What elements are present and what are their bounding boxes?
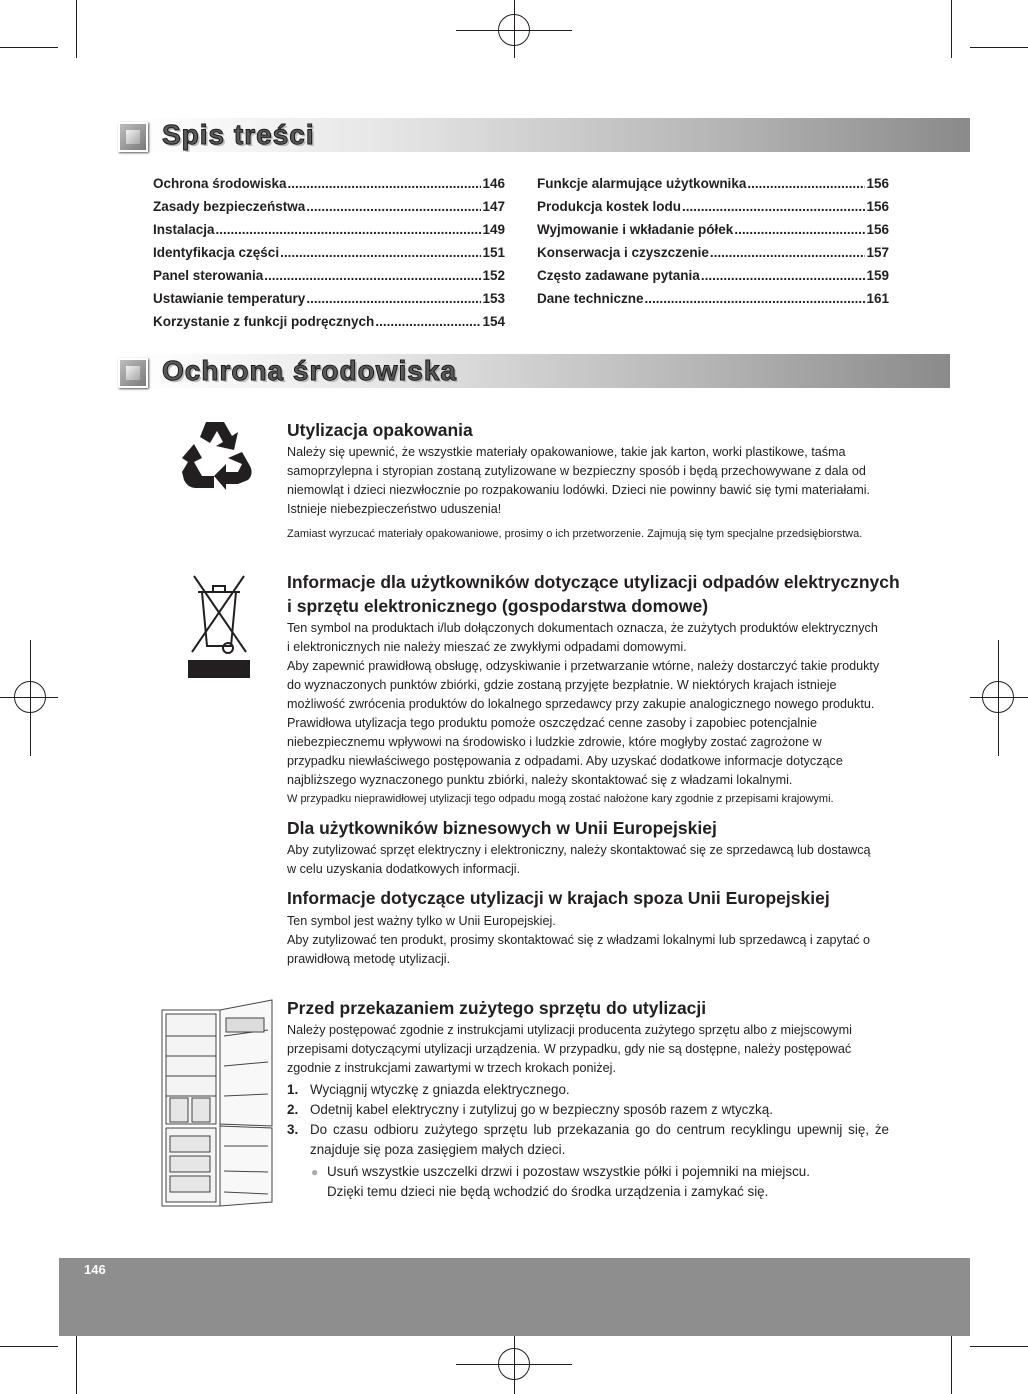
- text-line: i elektronicznych nie należy mieszać ze zwykłymi odpadami domowymi.: [287, 640, 687, 654]
- toc-left-column: [153, 176, 505, 337]
- banner-square-icon: [118, 122, 148, 152]
- list-item: 3. Do czasu odbioru zużytego sprzętu lub przekazania go do centrum recyklingu upewnij się, że znajduje się poza zasięgiem małych dzieci.: [287, 1122, 889, 1157]
- toc-entry[interactable]: Konserwacja i czyszczenie ..... 157: [537, 245, 889, 268]
- text-line: do wyznaczonych punktów zbiórki, gdzie zostaną przyjęte bezpłatnie. W niektórych krajach istnieje: [287, 678, 837, 692]
- text-line: możliwość zwrócenia produktów do lokalnego sprzedawcy przy zakupie analogicznego nowego produktu.: [287, 697, 875, 711]
- toc-entry[interactable]: Instalacja ..... 149: [153, 222, 505, 245]
- fridge-illustration: [160, 996, 278, 1208]
- non-eu-heading: Informacje dotyczące utylizacji w krajach spoza Unii Europejskiej: [287, 888, 830, 908]
- packaging-text: [287, 443, 887, 544]
- text-line: zgodnie z instrukcjami zawartymi w trzech krokach poniżej.: [287, 1061, 616, 1075]
- text-line: Dzięki temu dzieci nie będą wchodzić do środka urządzenia i zamykać się.: [327, 1184, 769, 1199]
- text-line: Usuń wszystkie uszczelki drzwi i pozostaw wszystkie półki i pojemniki na miejscu.: [327, 1164, 810, 1179]
- weee-heading-line1: Informacje dla użytkowników dotyczące utylizacji odpadów elektrycznych: [287, 572, 900, 592]
- before-text: [287, 1021, 887, 1078]
- text-line: samoprzylepna i styropian zostaną zutylizowane w bezpieczny sposób i będą przechowywane z dala od: [287, 464, 866, 478]
- toc-entry[interactable]: Zasady bezpieczeństwa ..... 147: [153, 199, 505, 222]
- env-title: Ochrona środowiska: [162, 355, 457, 386]
- toc-banner: [112, 118, 970, 152]
- before-heading: Przed przekazaniem zużytego sprzętu do utylizacji: [287, 998, 707, 1018]
- text-line: niemowląt i dzieci niezwłocznie po rozpakowaniu lodówki. Dzieci nie powinny bawić się tymi materiałami.: [287, 483, 871, 497]
- text-line: Istnieje niebezpieczeństwo uduszenia!: [287, 502, 502, 516]
- non-eu-text: [287, 912, 887, 969]
- toc-entry[interactable]: Panel sterowania ..... 152: [153, 268, 505, 291]
- packaging-note: Zamiast wyrzucać materiały opakowaniowe, prosimy o ich przetworzenie. Zajmują się tym specjalne przedsiębiorstwa.: [287, 528, 863, 540]
- toc-entry[interactable]: Funkcje alarmujące użytkownika ..... 156: [537, 176, 889, 199]
- page-number: 146: [84, 1262, 106, 1277]
- toc-title: Spis treści: [162, 119, 315, 150]
- toc-entry[interactable]: Korzystanie z funkcji podręcznych ..... 154: [153, 314, 505, 337]
- text-line: Aby zapewnić prawidłową obsługę, odzyskiwanie i przetwarzanie wtórne, należy dostarczyć takie produkty: [287, 659, 880, 673]
- footer-bar: [59, 1258, 970, 1336]
- weee-heading-line2: i sprzętu elektronicznego (gospodarstwa domowe): [287, 596, 709, 616]
- crossed-bin-icon: [186, 572, 252, 680]
- toc-entry[interactable]: Wyjmowanie i wkładanie półek ..... 156: [537, 222, 889, 245]
- text-line: prawidłową metodę utylizacji.: [287, 952, 451, 966]
- bullet-dot-icon: ●: [311, 1165, 319, 1179]
- text-line: Należy się upewnić, że wszystkie materiały opakowaniowe, takie jak karton, worki plastikowe, taśma: [287, 445, 846, 459]
- text-line: przepisami dotyczącymi utylizacji urządzenia. W przypadku, gdy nie są dostępne, należy postępować: [287, 1042, 852, 1056]
- business-heading: Dla użytkowników biznesowych w Unii Europejskiej: [287, 818, 717, 838]
- text-line: niebezpiecznemu wpływowi na środowisko i ludzkie zdrowie, które mogłyby zostać zagrożone w: [287, 735, 822, 749]
- toc-entry[interactable]: Dane techniczne ..... 161: [537, 291, 889, 314]
- toc-entry[interactable]: Często zadawane pytania ..... 159: [537, 268, 889, 291]
- toc-entry[interactable]: Ochrona środowiska ..... 146: [153, 176, 505, 199]
- text-line: przypadku niewłaściwego postępowania z odpadami. Aby uzyskać dodatkowe informacje dotyczące: [287, 754, 843, 768]
- business-text: [287, 841, 887, 879]
- toc-right-column: [537, 176, 889, 314]
- toc-entry[interactable]: Produkcja kostek lodu ..... 156: [537, 199, 889, 222]
- list-item: 1. Wyciągnij wtyczkę z gniazda elektrycznego.: [287, 1082, 570, 1097]
- text-line: najbliższego wyznaczonego punktu zbiórki, należy skontaktować się z władzami lokalnymi.: [287, 773, 793, 787]
- packaging-heading: Utylizacja opakowania: [287, 420, 473, 440]
- toc-entry[interactable]: Identyfikacja części ..... 151: [153, 245, 505, 268]
- weee-text: [287, 619, 887, 809]
- recycle-icon: [180, 418, 256, 492]
- toc-entry[interactable]: Ustawianie temperatury ..... 153: [153, 291, 505, 314]
- list-item: 2. Odetnij kabel elektryczny i zutylizuj go w bezpieczny sposób razem z wtyczką.: [287, 1102, 773, 1117]
- text-line: Ten symbol jest ważny tylko w Unii Europejskiej.: [287, 914, 556, 928]
- weee-note: W przypadku nieprawidłowej utylizacji tego odpadu mogą zostać nałożone kary zgodnie z przepisami krajowymi.: [287, 793, 834, 805]
- banner-square-icon: [118, 358, 148, 388]
- text-line: Aby zutylizować sprzęt elektryczny i elektroniczny, należy skontaktować się ze sprzedawcą lub dostawcą: [287, 843, 871, 857]
- text-line: w celu uzyskania dodatkowych informacji.: [287, 862, 521, 876]
- text-line: Należy postępować zgodnie z instrukcjami utylizacji producenta zużytego sprzętu albo z miejscowymi: [287, 1023, 852, 1037]
- bullet-item: [311, 1162, 889, 1202]
- text-line: Ten symbol na produktach i/lub dołączonych dokumentach oznacza, że zużytych produktów elektrycznych: [287, 621, 878, 635]
- steps-list: [287, 1080, 889, 1202]
- env-banner: [112, 354, 950, 388]
- text-line: Prawidłowa utylizacja tego produktu pomoże oszczędzać cenne zasoby i zapobiec potencjalnie: [287, 716, 817, 730]
- text-line: Aby zutylizować ten produkt, prosimy skontaktować się z władzami lokalnymi lub sprzedawcą i zapytać o: [287, 933, 871, 947]
